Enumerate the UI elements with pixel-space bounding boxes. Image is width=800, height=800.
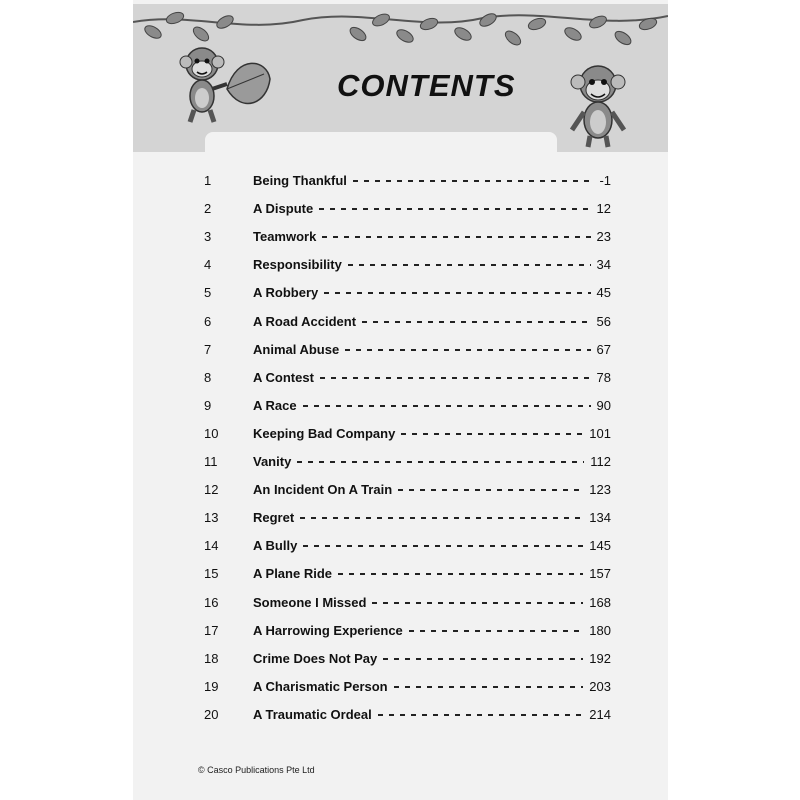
toc-chapter-title: A Traumatic Ordeal [253,706,372,722]
toc-dot-leader [394,686,583,688]
toc-row [0,368,800,388]
toc-dot-leader [378,714,583,716]
toc-row [0,171,800,191]
toc-row [0,677,800,697]
toc-dot-leader [401,433,583,435]
toc-chapter-number: 6 [204,313,212,329]
toc-page-number: 192 [589,650,611,666]
toc-dot-leader [320,377,591,379]
toc-row [0,312,800,332]
toc-row [0,255,800,275]
toc-page-number: 90 [596,397,611,413]
toc-chapter-number: 11 [204,454,218,469]
toc-dot-leader [398,489,583,491]
page-title: CONTENTS [337,68,516,103]
toc-chapter-title: A Harrowing Experience [253,622,403,638]
toc-page-number: 112 [590,454,611,469]
toc-dot-leader [372,602,583,604]
toc-chapter-title: A Bully [253,538,298,554]
toc-chapter-title: Keeping Bad Company [253,425,396,441]
toc-row [0,508,800,528]
toc-chapter-number: 20 [204,706,219,722]
toc-dot-leader [362,321,591,323]
toc-chapter-title: A Race [253,397,297,413]
toc-chapter-number: 3 [204,229,212,245]
toc-chapter-number: 10 [204,425,219,441]
toc-dot-leader [322,236,591,238]
toc-dot-leader [303,405,591,407]
toc-page-number: 67 [596,341,611,357]
toc-chapter-title: Someone I Missed [253,594,367,610]
toc-row [0,452,800,472]
toc-dot-leader [319,208,591,210]
toc-page-number: 203 [589,678,611,694]
toc-dot-leader [303,545,583,547]
toc-row [0,340,800,360]
toc-row [0,283,800,303]
toc-chapter-title: Vanity [253,454,292,469]
toc-row [0,536,800,556]
toc-chapter-title: Being Thankful [253,173,347,188]
toc-row [0,227,800,247]
toc-page-number: 134 [589,510,611,526]
toc-chapter-number: 7 [204,341,212,357]
toc-chapter-number: 15 [204,566,219,582]
copyright-notice: © Casco Publications Pte Ltd [198,765,315,775]
toc-page-number: 12 [596,201,611,217]
toc-chapter-number: 13 [204,510,219,526]
toc-dot-leader [338,573,583,575]
toc-page-number: 101 [589,425,611,441]
toc-chapter-title: A Road Accident [253,313,357,329]
toc-page-number: 157 [589,566,611,582]
toc-row [0,593,800,613]
toc-row [0,199,800,219]
toc-chapter-number: 14 [204,538,219,554]
toc-chapter-number: 2 [204,201,212,217]
toc-chapter-title: A Contest [253,369,314,385]
toc-chapter-number: 9 [204,397,212,413]
toc-chapter-title: An Incident On A Train [253,482,393,498]
toc-row [0,480,800,500]
toc-chapter-number: 1 [204,173,212,188]
toc-dot-leader [348,264,591,266]
toc-page-number: 123 [589,482,611,498]
toc-chapter-number: 4 [204,257,212,273]
toc-chapter-title: A Dispute [253,201,314,217]
toc-chapter-title: A Plane Ride [253,566,332,582]
toc-chapter-number: 19 [204,678,219,694]
toc-page-number: 214 [589,706,611,722]
toc-page-number: 168 [589,594,611,610]
toc-chapter-number: 17 [204,622,219,638]
toc-chapter-number: 5 [204,285,212,301]
toc-row [0,649,800,669]
toc-chapter-title: A Robbery [253,285,319,301]
toc-row [0,424,800,444]
toc-chapter-number: 16 [204,594,219,610]
toc-row [0,564,800,584]
toc-page-number: 45 [596,285,611,301]
toc-row [0,705,800,725]
toc-chapter-title: Regret [253,510,295,526]
toc-dot-leader [324,292,591,294]
toc-chapter-title: Crime Does Not Pay [253,650,378,666]
toc-chapter-title: Teamwork [253,229,317,245]
toc-page-number: 78 [596,369,611,385]
toc-page-number: 145 [589,538,611,554]
toc-page-number: 34 [596,257,611,273]
toc-page-number: 180 [589,622,611,638]
toc-row [0,396,800,416]
toc-chapter-number: 12 [204,482,219,498]
toc-dot-leader [345,349,591,351]
toc-page-number: 23 [596,229,611,245]
toc-dot-leader [383,658,583,660]
toc-dot-leader [300,517,583,519]
toc-dot-leader [297,461,584,463]
toc-page-number: -1 [599,173,611,188]
toc-dot-leader [409,630,583,632]
toc-page-number: 56 [596,313,611,329]
toc-row [0,621,800,641]
toc-chapter-title: Animal Abuse [253,341,340,357]
toc-chapter-title: A Charismatic Person [253,678,388,694]
toc-chapter-number: 8 [204,369,212,385]
toc-dot-leader [353,180,593,182]
toc-chapter-title: Responsibility [253,257,342,273]
toc-chapter-number: 18 [204,650,219,666]
